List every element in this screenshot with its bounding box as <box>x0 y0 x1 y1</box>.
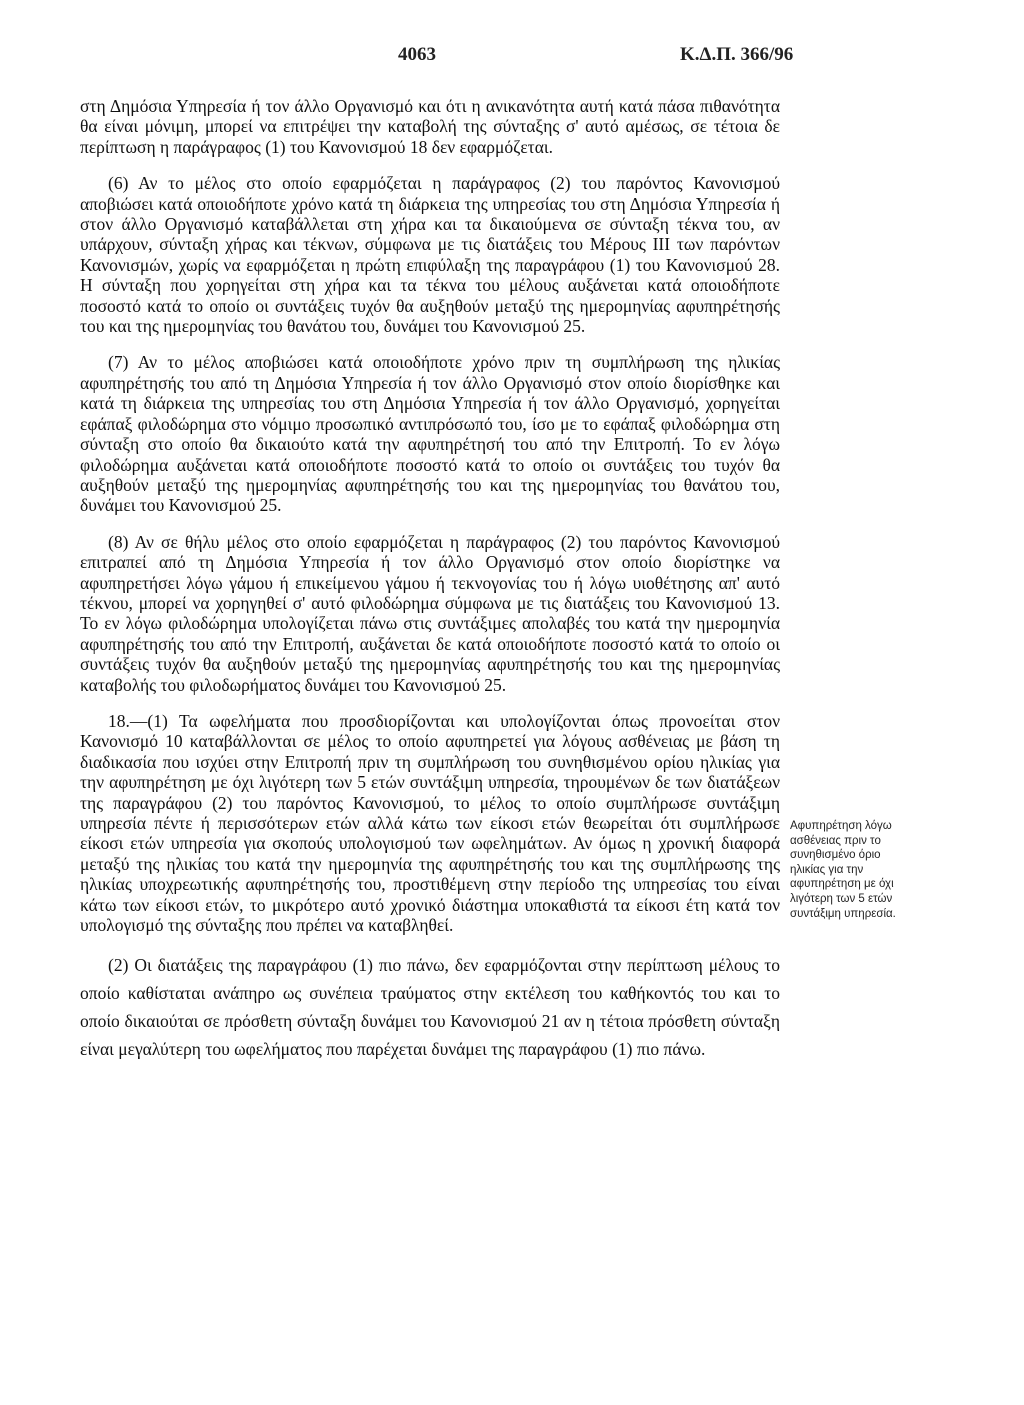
body-text <box>80 96 780 1079</box>
paragraph-7: (7) Αν το μέλος αποβιώσει κατά οποιοδήποτε χρόνο πριν τη συμπλήρωση της ηλικίας αφυπηρέτησής του από τη Δημόσια Υπηρεσία ή τον άλλο Οργανισμό στον οποίο διορίσθηκε και κατά τη διάρκεια της υπηρεσίας του στη Δημόσια Υπηρεσία ή τον άλλο Οργανισμό, χορηγείται εφάπαξ φιλοδώρημα στο νόμιμο προσωπικό αντιπρόσωπό του, ίσο με το εφάπαξ φιλοδώρημα στη σύνταξη στο οποίο θα δικαιούτο κατά την αφυπηρέτησή του από την Επιτροπή. Το εν λόγω φιλοδώρημα αυξάνεται κατά οποιοδήποτε ποσοστό κατά το οποίο οι συντάξεις του τυχόν θα αυξηθούν μεταξύ της ημερομηνίας αφυπηρέτησής του και της ημερομηνίας του θανάτου του, δυνάμει του Κανονισμού 25. <box>80 352 780 516</box>
paragraph-8: (8) Αν σε θήλυ μέλος στο οποίο εφαρμόζεται η παράγραφος (2) του παρόντος Κανονισμού επιτραπεί από τη Δημόσια Υπηρεσία ή τον άλλο Οργανισμό στον οποίο διορίστηκε να αφυπηρετήσει λόγω γάμου ή επικείμενου γάμου ή τεκνογονίας του ή λόγω υιοθέτησης απ' αυτό τέκνου, μπορεί να χορηγηθεί σ' αυτό φιλοδώρημα σύμφωνα με τις διατάξεις του Κανονισμού 13. Το εν λόγω φιλοδώρημα υπολογίζεται πάνω στις συντάξιμες απολαβές του κατά την ημερομηνία αφυπηρέτησής του από την Επιτροπή, αυξάνεται δε κατά οποιοδήποτε ποσοστό κατά το οποίο οι συντάξεις τυχόν θα αυξηθούν μεταξύ της ημερομηνίας αφυπηρέτησής του και της ημερομηνίας καταβολής του φιλοδωρήματος δυνάμει του Κανονισμού 25. <box>80 531 780 695</box>
page-number: 4063 <box>398 44 436 65</box>
document-reference: Κ.Δ.Π. 366/96 <box>680 44 794 65</box>
regulation-18-paragraph-1: 18.—(1) Τα ωφελήματα που προσδιορίζονται και υπολογίζονται όπως προνοείται στον Κανονισμό 10 καταβάλλονται σε μέλος το οποίο αφυπηρετεί για λόγους ασθένειας με βάση τη διαδικασία που ισχύει στην Επιτροπή πριν τη συμπλήρωση του συνηθισμένου ορίου ηλικίας για την αφυπηρέτηση με όχι λιγότερη των 5 ετών συντάξιμη υπηρεσία, τηρουμένων δε των διατάξεων της παραγράφου (2) του παρόντος Κανονισμού, το μέλος το οποίο συμπλήρωσε συντάξιμη υπηρεσία πέντε ή περισσότερων ετών αλλά κάτω των είκοσι ετών θεωρείται ότι συμπλήρωσε είκοσι ετών υπηρεσία για σκοπούς υπολογισμού των ωφελημάτων. Αν όμως η χρονική διαφορά μεταξύ της ηλικίας του κατά την ημερομηνία της αφυπηρέτησής του και της συμπλήρωσης της ηλικίας υποχρεωτικής αφυπηρέτησής του, προστιθέμενη στην περίοδο της υπηρεσίας του είναι κάτω των είκοσι ετών, το μικρότερο αυτό χρονικό διάστημα υποκαθιστά τα είκοσι έτη κατά τον υπολογισμό της σύνταξης που πρέπει να καταβληθεί. <box>80 710 780 936</box>
paragraph-6: (6) Αν το μέλος στο οποίο εφαρμόζεται η παράγραφος (2) του παρόντος Κανονισμού αποβιώσει κατά οποιοδήποτε χρόνο κατά τη διάρκεια της υπηρεσίας του στη Δημόσια Υπηρεσία ή στον άλλο Οργανισμό καταβάλλεται στη χήρα και τα δικαιούμενα σε σύνταξη τέκνα του, αν υπάρχουν, σύνταξη χήρας και τέκνων, σύμφωνα με τις διατάξεις του Μέρους III των παρόντων Κανονισμών, χωρίς να εφαρμόζεται η πρώτη επιφύλαξη της παραγράφου (1) του Κανονισμού 28. Η σύνταξη που χορηγείται στη χήρα και τα τέκνα του μέλους αυξάνεται κατά οποιοδήποτε ποσοστό κατά το οποίο οι συντάξεις τυχόν θα αυξηθούν μεταξύ της ημερομηνίας αφυπηρέτησής του και της ημερομηνίας του θανάτου του, δυνάμει του Κανονισμού 25. <box>80 173 780 337</box>
regulation-18-paragraph-2: (2) Οι διατάξεις της παραγράφου (1) πιο πάνω, δεν εφαρμόζονται στην περίπτωση μέλους το οποίο καθίσταται ανάπηρο ως συνέπεια τραύματος στην εκτέλεση του καθήκοντός του και το οποίο δικαιούται σε πρόσθετη σύνταξη δυνάμει του Κανονισμού 21 αν η τέτοια πρόσθετη σύνταξη είναι μεγαλύτερη του ωφελήματος που παρέχεται δυνάμει της παραγράφου (1) πιο πάνω. <box>80 955 780 1060</box>
page-header <box>0 44 1024 74</box>
paragraph-continuation: στη Δημόσια Υπηρεσία ή τον άλλο Οργανισμό και ότι η ανικανότητα αυτή κατά πάσα πιθανότητα θα είναι μόνιμη, μπορεί να επιτρέψει την καταβολή της σύνταξης σ' αυτό αμέσως, σε τέτοια δε περίπτωση η παράγραφος (1) του Κανονισμού 18 δεν εφαρμόζεται. <box>80 96 780 157</box>
margin-note: Αφυπηρέτηση λόγω ασθένειας πριν το συνηθισμένο όριο ηλικίας για την αφυπηρέτηση με όχι λιγότερη των 5 ετών συντάξιμη υπηρεσία. <box>790 820 896 920</box>
